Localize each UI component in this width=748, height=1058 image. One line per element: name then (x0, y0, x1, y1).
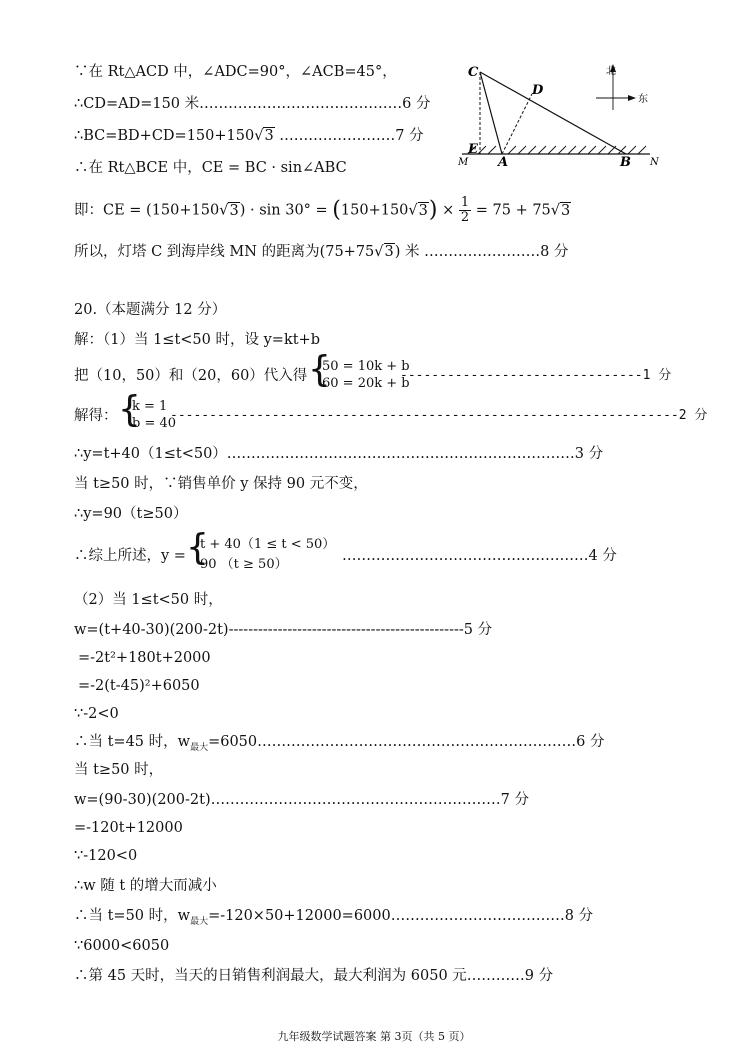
brace-icon: { (118, 389, 141, 430)
label-c: C (468, 65, 479, 80)
ce-calc-result: = 75 + 75 (471, 202, 551, 219)
ce-calc-part1: 即：CE = (150+150 (74, 202, 220, 219)
sqrt-icon: √ (408, 202, 418, 219)
sqrt-icon: √ (550, 202, 561, 219)
paren-open: ( (332, 197, 341, 223)
line-summary: ∴综上所述，y = (74, 548, 186, 564)
line-conclusion (74, 242, 568, 262)
ce-calc-part3: 150+150 (340, 202, 409, 219)
line-solved: 解得： (74, 408, 118, 424)
solution-row-2: b = 40 (132, 416, 177, 431)
line-substitute (74, 366, 307, 386)
geometry-figure (448, 58, 668, 170)
sqrt-icon: √ (219, 202, 229, 219)
page-footer: 九年级数学试题答案 第 3页（共 5 页） (277, 1030, 471, 1043)
line-max-45 (74, 732, 604, 758)
line-t-ge-50-b: 当 t≥50 时， (74, 762, 164, 778)
line-max-50 (74, 906, 593, 932)
line-w-vertex: =-2(t-45)²+6050 (78, 678, 200, 694)
max-45-text: ∴当 t=45 时，w (74, 734, 191, 750)
line-bc-text: ∴BC=BD+CD=150+150 (74, 128, 255, 144)
east-arrow-icon (628, 95, 636, 101)
line-t-ge-50: 当 t≥50 时，∵销售单价 y 保持 90 元不变， (74, 476, 368, 492)
label-d: D (532, 83, 544, 98)
line-solve-1: 解：（1）当 1≤t<50 时，设 y=kt+b (74, 332, 320, 348)
max-subscript: 最大 (190, 742, 209, 753)
fraction-numerator: 1 (460, 195, 470, 210)
conclusion-text: 所以，灯塔 C 到海岸线 MN 的距离为(75+75 (74, 244, 375, 260)
line-part-2: （2）当 1≤t<50 时， (74, 592, 223, 608)
label-b: B (620, 155, 631, 170)
line-y-formula: ∴y=t+40（1≤t<50）………………………………………………………………3 分 (74, 446, 604, 462)
label-n: N (650, 157, 659, 168)
line-compare: ∵6000<6050 (74, 938, 170, 954)
conclusion-sqrt: 3 (384, 244, 394, 260)
ce-sqrt2: 3 (418, 202, 428, 219)
line-w-expand: =-2t²+180t+2000 (78, 650, 211, 666)
max-subscript: 最大 (190, 916, 209, 927)
equation-row-1: 50 = 10k + b (322, 359, 410, 374)
label-e: E (468, 142, 478, 157)
piecewise-row-1: t + 40（1 ≤ t < 50） (200, 537, 336, 552)
sqrt-icon: √ (254, 128, 264, 144)
ce-times: × (437, 202, 459, 219)
max-50-text: ∴当 t=50 时，w (74, 908, 191, 924)
piecewise-function (186, 527, 346, 578)
max-45-value: =6050…………………………………………………………6 分 (208, 734, 605, 750)
line-w-2-simplified: =-120t+12000 (74, 820, 183, 836)
system-solution (118, 389, 178, 436)
conclusion-dots: ) 米 ……………………8 分 (394, 244, 569, 260)
brace-icon: { (186, 527, 209, 568)
line-y-90: ∴y=90（t≥50） (74, 506, 188, 522)
paren-close: ) (428, 197, 438, 223)
max-50-value: =-120×50+12000=6000………………………………8 分 (208, 908, 594, 924)
substitute-text: 把（10，50）和（20，60）代入得 (74, 368, 308, 384)
ce-calc-part2: ) · sin 30° = (239, 202, 333, 219)
line-k-negative: ∵-120<0 (74, 848, 138, 864)
line-a-negative: ∵-2<0 (74, 706, 119, 722)
segment-ad (502, 94, 532, 154)
line-bc (74, 126, 424, 146)
line-bc-dots: ……………………7 分 (274, 128, 424, 144)
line-given: ∵在 Rt△ACD 中，∠ADC=90°，∠ACB=45°， (74, 64, 397, 80)
line-substitute-dots: -------------------------------1 分 (400, 368, 672, 383)
equation-row-2: 60 = 20k + b (322, 376, 410, 391)
line-final: ∴第 45 天时，当天的日销售利润最大，最大利润为 6050 元…………9 分 (74, 968, 554, 984)
ce-sqrt1: 3 (229, 202, 239, 219)
ce-sqrt3: 3 (561, 202, 571, 219)
fraction-half (459, 196, 471, 225)
line-summary-dots: ……………………………………………4 分 (342, 548, 617, 564)
line-decreasing: ∴w 随 t 的增大而减小 (74, 878, 217, 894)
line-cd-ad: ∴CD=AD=150 米……………………………………6 分 (74, 96, 431, 112)
sqrt-value: 3 (264, 128, 274, 144)
line-ce-calc (74, 196, 571, 225)
segment-cb (480, 72, 626, 154)
question-20-title: 20.（本题满分 12 分） (74, 302, 227, 318)
line-w-1: w=(t+40-30)(200-2t)------------------------------------------------5 分 (74, 622, 493, 638)
piecewise-row-2: 90 （t ≥ 50） (200, 557, 288, 572)
sqrt-icon: √ (374, 244, 384, 260)
label-a: A (498, 155, 509, 170)
line-w-2: w=(90-30)(200-2t)……………………………………………………7 分 (74, 792, 529, 808)
label-east: 东 (638, 94, 648, 105)
fraction-denominator: 2 (460, 210, 470, 225)
brace-icon: { (308, 349, 331, 390)
line-solved-dots: -----------------------------------------------------------------2 分 (170, 408, 708, 423)
segment-ca (480, 72, 502, 154)
label-m: M (458, 157, 469, 168)
label-north: 北 (606, 66, 616, 77)
solution-row-1: k = 1 (132, 399, 168, 414)
line-ce-formula: ∴在 Rt△BCE 中，CE = BC · sin∠ABC (74, 160, 347, 176)
system-equations-1 (308, 349, 410, 396)
